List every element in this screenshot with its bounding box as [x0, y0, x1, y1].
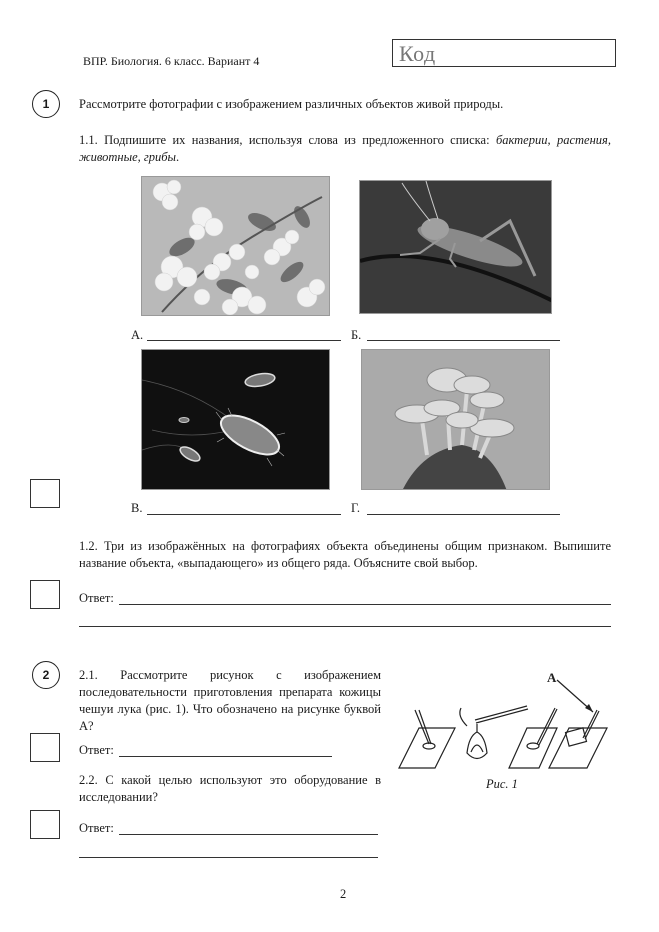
header-title: ВПР. Биология. 6 класс. Вариант 4 [83, 54, 260, 68]
photo-label-b: Б. [351, 328, 362, 342]
score-box-2-1[interactable] [30, 733, 60, 762]
score-box-1-1[interactable] [30, 479, 60, 508]
answer-label-2-1: Ответ: [79, 743, 114, 757]
answer-line-b[interactable] [367, 340, 560, 341]
answer-label-1-2: Ответ: [79, 591, 114, 605]
photo-label-d: Г. [351, 501, 360, 515]
question-number-1: 1 [32, 90, 60, 118]
figure-caption: Рис. 1 [486, 777, 518, 791]
task-1-1-text: 1.1. Подпишите их названия, используя слова из предложенного списка: бактерии, растения, животные, грибы. [79, 133, 611, 164]
photo-insect [359, 180, 552, 314]
task-1-1-word-list: бактерии, растения, животные, грибы [79, 133, 611, 164]
answer-line-1-2[interactable] [119, 604, 611, 605]
answer-line-c[interactable] [147, 514, 341, 515]
task-1-2-text: 1.2. Три из изображённых на фотографиях объекта объединены общим признаком. Выпишите название объекта, «выпадающего» из общего ряда. Объясните свой выбор. [79, 539, 611, 570]
page-number: 2 [340, 887, 347, 901]
answer-line-a[interactable] [147, 340, 341, 341]
photo-mushrooms [361, 349, 550, 490]
photo-label-c: В. [131, 501, 143, 515]
photo-plant [141, 176, 330, 316]
task-2-1-text: 2.1. Рассмотрите рисунок с изображением последовательности приготовления препарата кожицы чешуи лука (рис. 1). Что обозначено на рисунке буквой А? [79, 668, 381, 733]
code-label: Код [399, 41, 436, 66]
code-field[interactable] [392, 39, 616, 67]
q1-intro: Рассмотрите фотографии с изображением различных объектов живой природы. [79, 97, 504, 111]
task-2-2-text: 2.2. С какой целью используют это оборудование в исследовании? [79, 773, 381, 804]
answer-line-2-1[interactable] [119, 756, 332, 757]
photo-label-a: А. [131, 328, 144, 342]
answer-line-2-2[interactable] [119, 834, 378, 835]
figure-onion-preparation [397, 668, 617, 776]
question-number-2: 2 [32, 661, 60, 689]
answer-line-2-2-extra[interactable] [79, 857, 378, 858]
figure-letter: А [547, 670, 557, 685]
score-box-2-2[interactable] [30, 810, 60, 839]
answer-line-1-2-extra[interactable] [79, 626, 611, 627]
answer-line-d[interactable] [367, 514, 560, 515]
photo-bacteria [141, 349, 330, 490]
answer-label-2-2: Ответ: [79, 821, 114, 835]
score-box-1-2[interactable] [30, 580, 60, 609]
